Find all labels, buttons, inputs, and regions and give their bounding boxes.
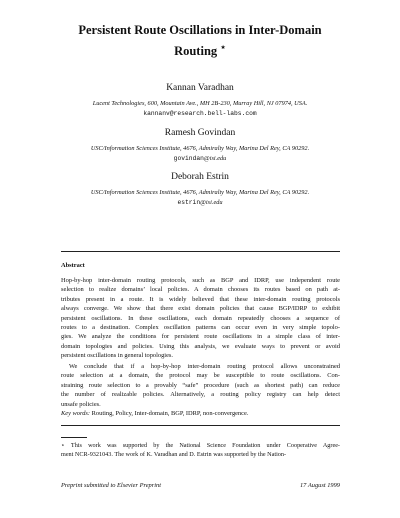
abstract-p1-line: tributes present in a route. It is widely believed that these inter-domain routing protocols — [61, 295, 340, 303]
footnote-mark: ⋆ — [61, 442, 65, 449]
abstract-p1-line: routes to a destination. Complex oscillation patterns can occur even in very simple topolo- — [61, 324, 340, 332]
abstract-bottom-rule — [61, 425, 340, 426]
abstract-p1-line: always converge. We show that there exist domain policies that cause BGP/IDRP to exhibit — [61, 305, 340, 313]
affiliation-text-2: USC/Information Sciences Institute, 4676, Admiralty Way, Marina Del Rey, CA 90292. — [90, 145, 310, 152]
title-line-2: Routing — [174, 44, 218, 59]
abstract-p1-line: persistent oscillations. In these oscillations, each domain repeatedly chooses a sequence of — [61, 314, 340, 322]
abstract-heading: Abstract — [61, 262, 85, 269]
abstract-top-rule — [61, 251, 340, 252]
abstract-p2-line: the number of realizable policies. Alternatively, a routing policy registry can help detect — [61, 391, 340, 399]
affiliation-text-1: Lucent Technologies, 600, Mountain Ave., MH 2B-230, Murray Hill, NJ 07974, USA. — [92, 100, 308, 107]
abstract-p2-line: straining route selection to a provably “safe” procedure (such as shortest path) can reduce — [61, 381, 340, 389]
author-email-user-2: govindan — [173, 154, 204, 162]
abstract-paragraph-2 — [61, 362, 340, 409]
footnote-rule — [61, 437, 87, 438]
footer-date: 17 August 1999 — [299, 482, 340, 489]
author-affiliation-3 — [40, 188, 360, 207]
abstract-p1-line: gies. We analyze the conditions for persistent route oscillations in a simple class of inter- — [61, 333, 340, 341]
abstract-p1-line: persistent oscillations in general topologies. — [61, 352, 173, 360]
author-email-user-3: estrin — [177, 198, 201, 206]
author-name-2: Ramesh Govindan — [164, 128, 236, 138]
abstract-p2-line: We conclude that if a hop-by-hop inter-domain routing protocol allows unconstrained — [69, 363, 340, 370]
author-name-3: Deborah Estrin — [171, 172, 229, 182]
abstract-p1-line: selection to realize domains’ local policies. A domain chooses its routes based on path at- — [61, 286, 340, 294]
title-footnote-mark: ⋆ — [220, 42, 226, 52]
author-name-1: Kannan Varadhan — [166, 83, 234, 93]
author-email-domain-2: @isi.edu — [203, 154, 227, 162]
title-line-1: Persistent Route Oscillations in Inter-Domain — [78, 23, 322, 37]
paper-title — [60, 22, 340, 60]
affiliation-text-3: USC/Information Sciences Institute, 4676, Admiralty Way, Marina Del Rey, CA 90292. — [90, 189, 310, 196]
author-affiliation-1 — [40, 99, 360, 118]
abstract-p1-line: domain topologies and policies. Using this analysis, we evaluate ways to prevent or avoid — [61, 342, 340, 350]
abstract-p1-line: Hop-by-hop inter-domain routing protocols, such as BGP and IDRP, use independent route — [61, 277, 340, 284]
keywords — [61, 410, 248, 417]
abstract-p2-line: route selection at a domain, the protocol may be susceptible to route oscillations. Con- — [61, 372, 340, 380]
author-email-1: kannanv@research.bell-labs.com — [143, 109, 257, 117]
keywords-label: Key words: — [61, 410, 91, 417]
footer-preprint-note: Preprint submitted to Elsevier Preprint — [61, 482, 161, 489]
footnote-line-1 — [61, 441, 340, 450]
author-email-domain-3: @isi.edu — [200, 198, 223, 206]
footnote-line-2: ment NCR-9321043. The work of K. Varadhan and D. Estrin was supported by the Nation- — [61, 451, 287, 459]
author-affiliation-2 — [40, 144, 360, 163]
abstract-p2-line: unsafe policies. — [61, 400, 101, 408]
keywords-text: Routing, Policy, Inter-domain, BGP, IDRP, non-convergence. — [91, 410, 249, 417]
footnote-text-1: This work was supported by the National Science Foundation under Cooperative Agree- — [70, 442, 340, 449]
abstract-paragraph-1 — [61, 276, 340, 361]
footnote — [61, 441, 340, 459]
